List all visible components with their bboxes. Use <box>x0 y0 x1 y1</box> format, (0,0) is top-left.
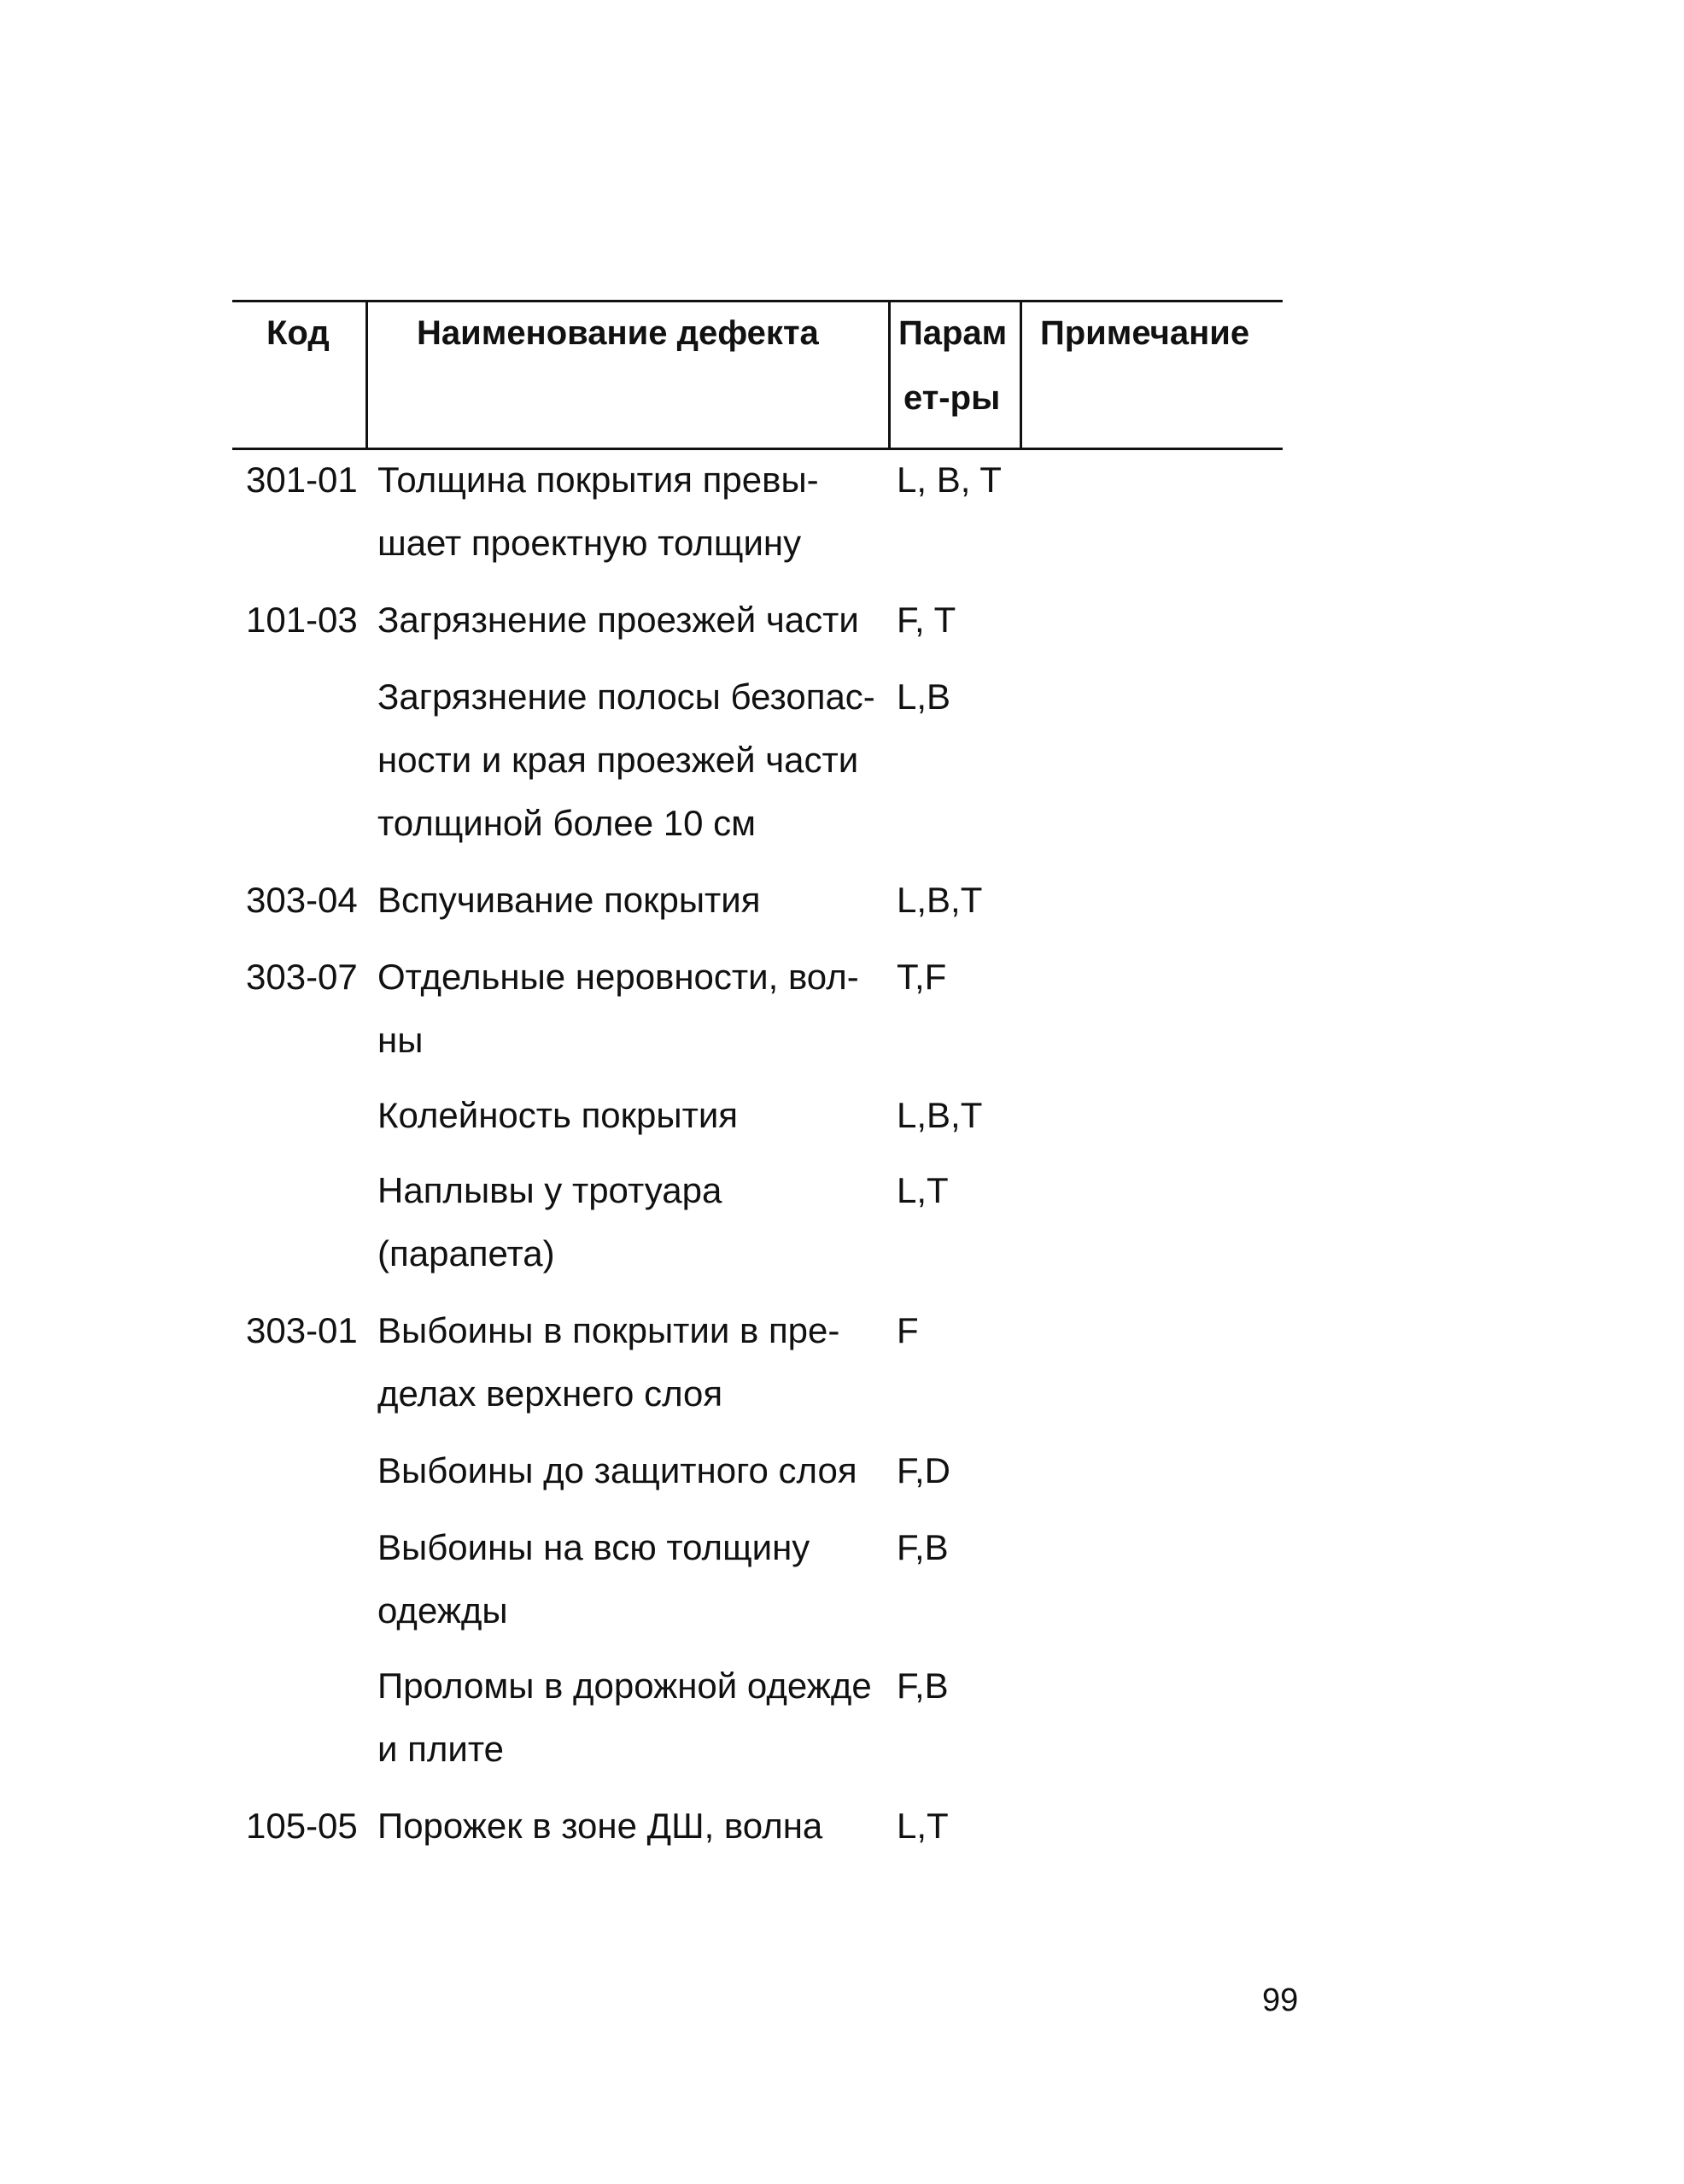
row-params: L,T <box>897 1806 949 1846</box>
row-name-line: Вспучивание покрытия <box>377 880 761 920</box>
row-name-line: Колейность покрытия <box>377 1095 739 1135</box>
row-code: 301-01 <box>246 460 358 500</box>
row-name-line: Наплывы у тротуара <box>377 1170 722 1210</box>
header-note: Примечание <box>1040 314 1250 352</box>
row-name-line: одежды <box>377 1590 508 1631</box>
row-name-line: Проломы в дорожной одежде <box>377 1666 872 1706</box>
row-params: F, T <box>897 600 956 640</box>
row-code: 105-05 <box>246 1806 358 1846</box>
row-name-line: (парапета) <box>377 1233 555 1274</box>
row-name-line: ности и края проезжей части <box>377 740 859 780</box>
row-name-line: Выбоины в покрытии в пре- <box>377 1310 840 1350</box>
row-code: 303-07 <box>246 957 358 997</box>
row-name-line: Загрязнение полосы безопас- <box>377 676 875 717</box>
row-name-line: Выбоины на всю толщину <box>377 1527 810 1567</box>
row-params: L,B <box>897 676 951 717</box>
row-params: T,F <box>897 957 947 997</box>
row-name-line: шает проектную толщину <box>377 523 802 563</box>
row-name-line: Загрязнение проезжей части <box>377 600 859 640</box>
page-number: 99 <box>1262 1982 1299 2018</box>
row-name-line: ны <box>377 1020 424 1060</box>
column-divider-name <box>888 301 891 449</box>
row-code: 101-03 <box>246 600 358 640</box>
column-divider-code <box>365 301 368 449</box>
row-params: F,B <box>897 1527 949 1567</box>
row-name-line: Отдельные неровности, вол- <box>377 957 859 997</box>
row-name-line: делах верхнего слоя <box>377 1373 723 1414</box>
header-defect-name: Наименование дефекта <box>417 314 819 352</box>
row-code: 303-04 <box>246 880 358 920</box>
row-params: L,B,T <box>897 880 983 920</box>
row-params: F,D <box>897 1450 950 1490</box>
row-name-line: Выбоины до защитного слоя <box>377 1450 857 1490</box>
header-params-line2: ет-ры <box>903 379 1001 417</box>
row-params: F,B <box>897 1666 949 1706</box>
row-params: L,B,T <box>897 1095 983 1135</box>
row-name-line: и плите <box>377 1729 504 1769</box>
header-code: Код <box>266 314 330 352</box>
row-params: L,T <box>897 1170 949 1210</box>
row-code: 303-01 <box>246 1310 358 1350</box>
column-divider-params <box>1020 301 1022 449</box>
row-name-line: толщиной более 10 см <box>377 803 757 843</box>
row-params: L, B, T <box>897 460 1002 500</box>
header-params-line1: Парам <box>898 314 1008 352</box>
row-name-line: Толщина покрытия превы- <box>377 460 819 500</box>
row-params: F <box>897 1310 919 1350</box>
row-name-line: Порожек в зоне ДШ, волна <box>377 1806 823 1846</box>
